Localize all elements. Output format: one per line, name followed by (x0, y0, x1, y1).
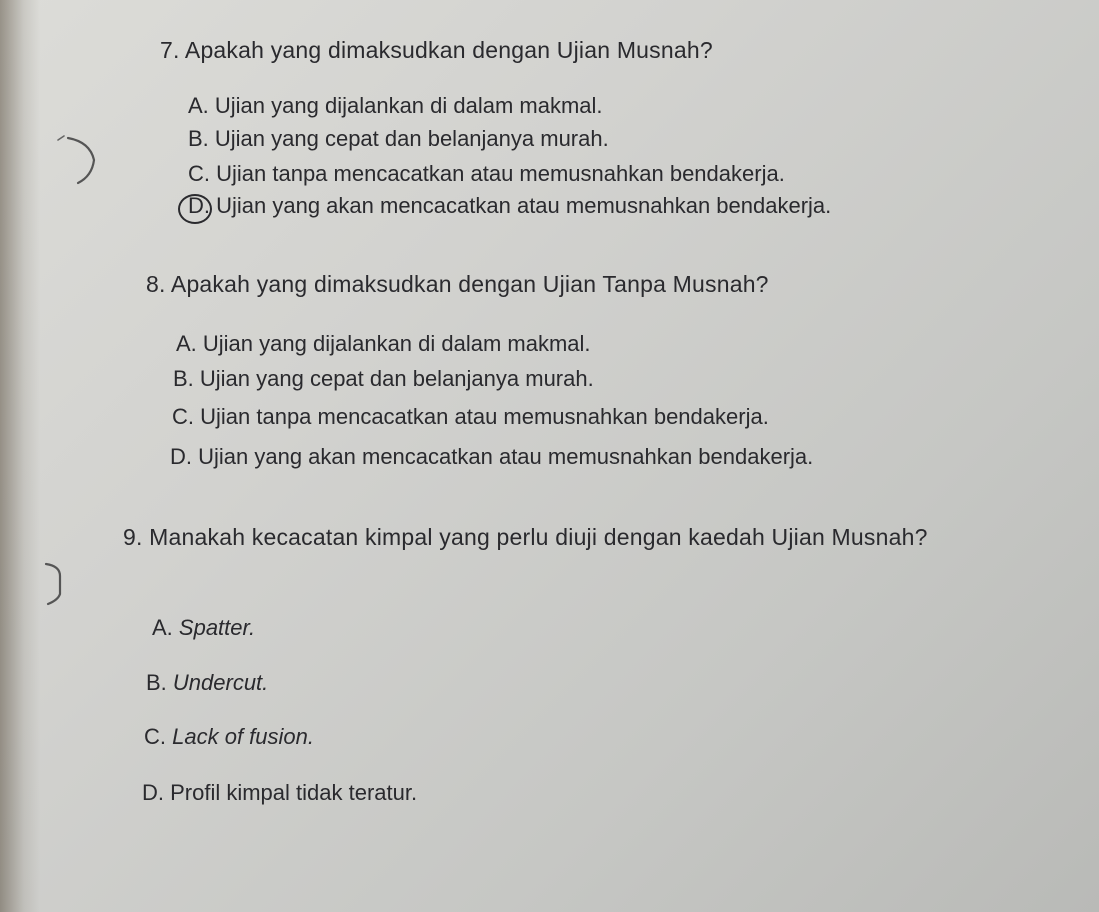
question-8-option-b: B. Ujian yang cepat dan belanjanya murah. (173, 366, 594, 391)
question-9-option-b: B. Undercut. (146, 670, 269, 695)
bracket-mark-icon (50, 128, 110, 188)
answer-circle-mark (178, 194, 212, 224)
question-8-option-c: C. Ujian tanpa mencacatkan atau memusnahkan bendakerja. (172, 404, 769, 429)
question-9-option-d: D. Profil kimpal tidak teratur. (142, 780, 418, 805)
question-8-option-d: D. Ujian yang akan mencacatkan atau memusnahkan bendakerja. (170, 444, 814, 469)
question-7-option-c: C. Ujian tanpa mencacatkan atau memusnahkan bendakerja. (188, 161, 785, 186)
question-7-option-d: D. Ujian yang akan mencacatkan atau memusnahkan bendakerja. (188, 193, 832, 218)
question-7-text: 7. Apakah yang dimaksudkan dengan Ujian Musnah? (160, 37, 713, 63)
question-7-option-a: A. Ujian yang dijalankan di dalam makmal. (188, 93, 603, 118)
page-edge-shadow (0, 0, 40, 912)
question-7-option-b: B. Ujian yang cepat dan belanjanya murah. (188, 126, 609, 151)
question-9-text: 9. Manakah kecacatan kimpal yang perlu diuji dengan kaedah Ujian Musnah? (123, 524, 928, 550)
question-9-option-a: A. Spatter. (152, 615, 256, 640)
question-9-option-c: C. Lack of fusion. (144, 724, 314, 749)
question-8-option-a: A. Ujian yang dijalankan di dalam makmal. (176, 331, 591, 356)
question-8-text: 8. Apakah yang dimaksudkan dengan Ujian Tanpa Musnah? (146, 271, 769, 297)
bracket-mark-icon (38, 560, 78, 610)
